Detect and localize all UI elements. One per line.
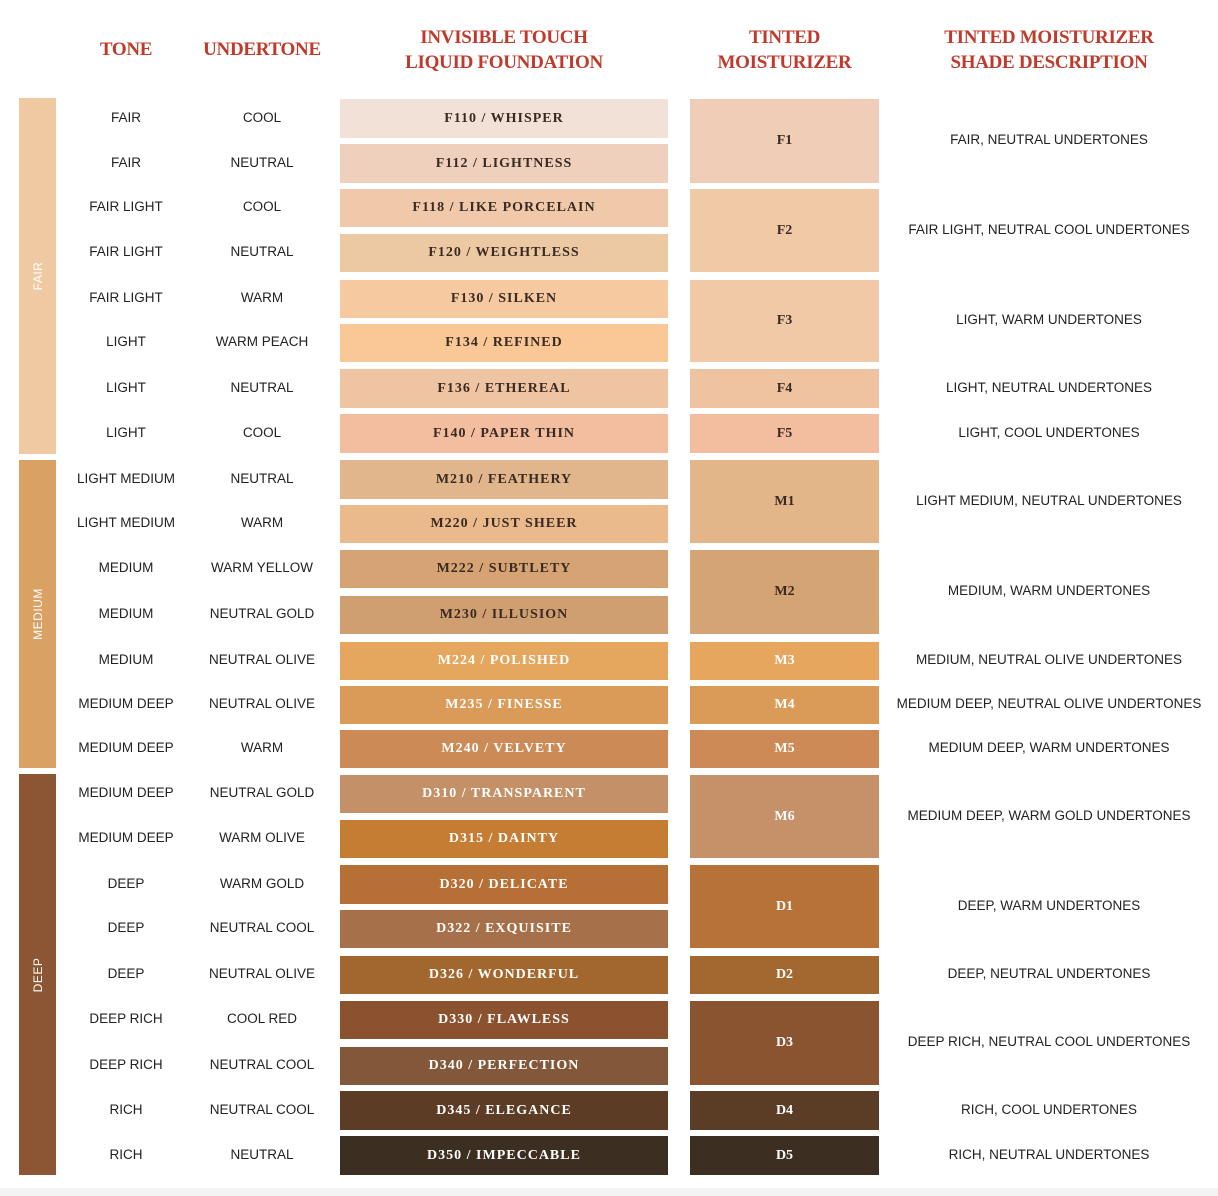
tinted-moisturizer-swatch — [690, 642, 879, 680]
header-description-line2: SHADE DESCRIPTION — [950, 52, 1148, 73]
shade-description: LIGHT, NEUTRAL UNDERTONES — [945, 379, 1153, 395]
foundation-shade-name: F118 / LIKE PORCELAIN — [412, 200, 596, 215]
tinted-moisturizer-label: F1 — [776, 133, 793, 148]
foundation-shade-name: F120 / WEIGHTLESS — [428, 245, 580, 260]
undertone-cell: WARM — [240, 290, 284, 305]
header-tone: TONE — [99, 39, 153, 60]
foundation-swatch — [340, 144, 668, 183]
tone-cell: LIGHT — [106, 424, 146, 440]
shade-description: DEEP, WARM UNDERTONES — [957, 897, 1141, 913]
header-foundation-line2: LIQUID FOUNDATION — [405, 52, 603, 73]
foundation-shade-name: F134 / REFINED — [445, 335, 563, 350]
foundation-swatch — [340, 1091, 668, 1130]
tone-cell: MEDIUM DEEP — [78, 740, 174, 755]
header-foundation — [340, 25, 668, 75]
foundation-swatch — [340, 550, 668, 588]
foundation-shade-name: M220 / JUST SHEER — [430, 516, 578, 531]
header-foundation-line1: INVISIBLE TOUCH — [420, 27, 588, 48]
tinted-moisturizer-swatch — [690, 686, 879, 724]
tinted-moisturizer-label: F3 — [776, 313, 793, 328]
tone-cell: LIGHT — [106, 334, 146, 349]
tinted-moisturizer-swatch — [690, 280, 879, 362]
tinted-moisturizer-label: M2 — [774, 584, 795, 599]
tone-cell: FAIR LIGHT — [89, 244, 163, 259]
header-tinted — [690, 25, 879, 75]
category-bar-deep — [19, 774, 56, 1175]
undertone-cell: NEUTRAL GOLD — [209, 785, 315, 800]
tinted-moisturizer-swatch — [690, 369, 879, 408]
undertone-cell: COOL — [242, 424, 282, 440]
undertone-cell: NEUTRAL — [230, 1146, 294, 1162]
foundation-shade-name: F130 / SILKEN — [450, 291, 558, 306]
tinted-moisturizer-label: M6 — [774, 808, 795, 824]
foundation-shade-name: M230 / ILLUSION — [439, 607, 569, 622]
tinted-moisturizer-label: D5 — [775, 1147, 794, 1163]
category-label-deep: DEEP — [30, 957, 45, 992]
foundation-swatch — [340, 369, 668, 408]
tone-cell: FAIR LIGHT — [89, 199, 163, 214]
foundation-swatch — [340, 280, 668, 318]
category-label-medium: MEDIUM — [30, 588, 45, 640]
tone-cell: MEDIUM DEEP — [78, 785, 174, 800]
shade-description: MEDIUM, NEUTRAL OLIVE UNDERTONES — [915, 652, 1183, 667]
tone-cell: MEDIUM — [98, 560, 154, 575]
undertone-cell: NEUTRAL OLIVE — [208, 696, 316, 711]
tinted-moisturizer-swatch — [690, 550, 879, 634]
foundation-swatch — [340, 234, 668, 272]
tone-cell: MEDIUM — [98, 652, 154, 667]
tone-cell: DEEP RICH — [89, 1011, 163, 1026]
foundation-shade-name: F136 / ETHEREAL — [437, 380, 571, 396]
foundation-swatch — [340, 460, 668, 499]
tinted-moisturizer-swatch — [690, 1136, 879, 1175]
foundation-shade-name: D345 / ELEGANCE — [436, 1102, 572, 1118]
undertone-cell: COOL — [242, 199, 282, 214]
header-tinted-line1: TINTED — [748, 27, 821, 48]
foundation-shade-name: M222 / SUBTLETY — [436, 561, 572, 576]
undertone-cell: NEUTRAL — [230, 244, 294, 259]
shade-description: MEDIUM, WARM UNDERTONES — [947, 583, 1151, 598]
category-bar-fair — [19, 98, 56, 454]
foundation-swatch — [340, 820, 668, 858]
foundation-swatch — [340, 414, 668, 453]
header-description — [890, 25, 1208, 75]
foundation-swatch — [340, 1001, 668, 1039]
tinted-moisturizer-label: F5 — [776, 425, 793, 441]
undertone-cell: NEUTRAL OLIVE — [208, 652, 316, 667]
shade-description: DEEP RICH, NEUTRAL COOL UNDERTONES — [907, 1034, 1191, 1049]
tone-cell: LIGHT MEDIUM — [76, 515, 175, 530]
tinted-moisturizer-label: M5 — [774, 741, 795, 756]
foundation-shade-name: D326 / WONDERFUL — [428, 967, 580, 982]
tinted-moisturizer-label: D2 — [775, 967, 794, 982]
undertone-cell: WARM PEACH — [215, 334, 309, 349]
undertone-cell: WARM GOLD — [219, 875, 305, 891]
foundation-shade-name: M235 / FINESSE — [445, 697, 563, 712]
foundation-swatch — [340, 1136, 668, 1175]
shade-description: LIGHT MEDIUM, NEUTRAL UNDERTONES — [916, 492, 1182, 508]
tone-cell: FAIR LIGHT — [89, 290, 163, 305]
tone-cell: MEDIUM DEEP — [78, 830, 174, 845]
foundation-shade-name: D330 / FLAWLESS — [438, 1012, 570, 1027]
tone-cell: FAIR — [110, 154, 141, 170]
foundation-swatch — [340, 910, 668, 948]
tone-cell: RICH — [109, 1146, 143, 1162]
tinted-moisturizer-swatch — [690, 1091, 879, 1130]
foundation-shade-name: D322 / EXQUISITE — [436, 921, 572, 936]
tinted-moisturizer-swatch — [690, 775, 879, 858]
shade-description: FAIR, NEUTRAL UNDERTONES — [950, 132, 1148, 147]
tinted-moisturizer-label: M4 — [774, 697, 795, 712]
undertone-cell: WARM — [240, 515, 284, 530]
tinted-moisturizer-swatch — [690, 460, 879, 543]
tinted-moisturizer-swatch — [690, 1001, 879, 1085]
header-undertone: UNDERTONE — [203, 39, 321, 60]
tone-cell: FAIR — [110, 109, 141, 125]
shade-description: RICH, COOL UNDERTONES — [960, 1101, 1138, 1117]
tinted-moisturizer-label: F2 — [776, 222, 793, 238]
tone-cell: DEEP — [107, 920, 145, 935]
foundation-swatch — [340, 189, 668, 227]
foundation-shade-name: D340 / PERFECTION — [428, 1058, 580, 1073]
shade-description: RICH, NEUTRAL UNDERTONES — [948, 1146, 1150, 1162]
foundation-shade-name: F112 / LIGHTNESS — [435, 155, 573, 171]
foundation-swatch — [340, 1047, 668, 1085]
foundation-shade-name: F110 / WHISPER — [444, 110, 564, 126]
tinted-moisturizer-swatch — [690, 956, 879, 994]
undertone-cell: COOL RED — [226, 1011, 297, 1026]
undertone-cell: WARM — [240, 740, 284, 755]
category-bar-medium — [19, 460, 56, 768]
undertone-cell: WARM YELLOW — [210, 560, 313, 575]
foundation-shade-name: F140 / PAPER THIN — [432, 425, 576, 441]
tinted-moisturizer-swatch — [690, 414, 879, 453]
undertone-cell: NEUTRAL — [230, 470, 294, 486]
category-label-fair: FAIR — [30, 261, 45, 291]
tone-cell: MEDIUM — [98, 606, 154, 621]
undertone-cell: NEUTRAL — [230, 379, 294, 395]
foundation-swatch — [340, 865, 668, 904]
shade-description: MEDIUM DEEP, WARM UNDERTONES — [928, 740, 1170, 755]
foundation-swatch — [340, 686, 668, 724]
tinted-moisturizer-swatch — [690, 189, 879, 272]
undertone-cell: NEUTRAL COOL — [209, 1057, 315, 1072]
foundation-swatch — [340, 775, 668, 813]
foundation-shade-name: D310 / TRANSPARENT — [422, 786, 586, 801]
shade-description: MEDIUM DEEP, WARM GOLD UNDERTONES — [907, 807, 1191, 823]
tinted-moisturizer-label: D3 — [775, 1035, 794, 1050]
shade-description: DEEP, NEUTRAL UNDERTONES — [947, 966, 1151, 981]
tone-cell: MEDIUM DEEP — [78, 696, 174, 711]
foundation-swatch — [340, 324, 668, 362]
foundation-shade-name: M224 / POLISHED — [437, 653, 571, 668]
foundation-shade-name: D350 / IMPECCABLE — [427, 1147, 581, 1163]
shade-description: FAIR LIGHT, NEUTRAL COOL UNDERTONES — [908, 221, 1190, 237]
foundation-swatch — [340, 99, 668, 138]
tinted-moisturizer-label: D4 — [775, 1102, 794, 1118]
foundation-swatch — [340, 505, 668, 543]
foundation-shade-name: M240 / VELVETY — [441, 741, 567, 756]
undertone-cell: NEUTRAL OLIVE — [208, 966, 316, 981]
tone-cell: DEEP RICH — [89, 1057, 163, 1072]
tinted-moisturizer-swatch — [690, 865, 879, 948]
header-description-line1: TINTED MOISTURIZER — [944, 27, 1154, 48]
undertone-cell: NEUTRAL COOL — [209, 1101, 315, 1117]
undertone-cell: COOL — [242, 109, 282, 125]
foundation-shade-name: D320 / DELICATE — [439, 876, 569, 892]
tone-cell: LIGHT MEDIUM — [76, 470, 175, 486]
undertone-cell: NEUTRAL GOLD — [209, 606, 315, 621]
tinted-moisturizer-swatch — [690, 99, 879, 183]
undertone-cell: WARM OLIVE — [219, 830, 305, 845]
tinted-moisturizer-swatch — [690, 730, 879, 768]
tone-cell: RICH — [109, 1101, 143, 1117]
foundation-swatch — [340, 596, 668, 634]
tinted-moisturizer-label: M1 — [774, 493, 795, 509]
tinted-moisturizer-label: D1 — [775, 898, 794, 914]
foundation-swatch — [340, 642, 668, 680]
shade-description: MEDIUM DEEP, NEUTRAL OLIVE UNDERTONES — [896, 696, 1202, 711]
undertone-cell: NEUTRAL — [230, 154, 294, 170]
tone-cell: LIGHT — [106, 379, 146, 395]
tinted-moisturizer-label: M3 — [774, 653, 795, 668]
foundation-swatch — [340, 730, 668, 768]
undertone-cell: NEUTRAL COOL — [209, 920, 315, 935]
tinted-moisturizer-label: F4 — [776, 380, 793, 396]
foundation-swatch — [340, 956, 668, 994]
foundation-shade-name: D315 / DAINTY — [448, 831, 560, 846]
tone-cell: DEEP — [107, 966, 145, 981]
header-tinted-line2: MOISTURIZER — [717, 52, 852, 73]
foundation-shade-name: M210 / FEATHERY — [435, 471, 573, 487]
tone-cell: DEEP — [107, 875, 145, 891]
shade-description: LIGHT, COOL UNDERTONES — [958, 424, 1140, 440]
bottom-divider — [0, 1188, 1218, 1196]
shade-description: LIGHT, WARM UNDERTONES — [956, 312, 1142, 327]
